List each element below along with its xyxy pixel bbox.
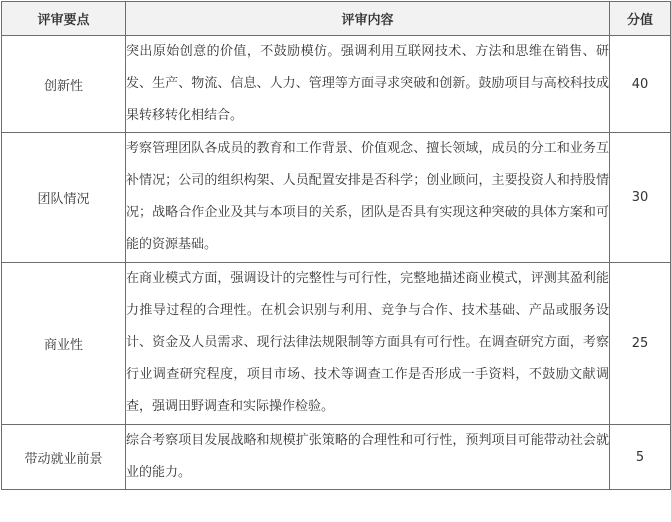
- table-header: [2, 2, 671, 36]
- score-cell: 5: [610, 425, 671, 490]
- header-evaluation-point: 评审要点: [2, 2, 126, 36]
- evaluation-content-cell: 考察管理团队各成员的教育和工作背景、价值观念、擅长领域，成员的分工和业务互补情况；公司的组织构架、人员配置安排是否科学；创业顾问，主要投资人和持股情况；战略合作企业及其与本项目的关系，团队是否具有实现这种突破的具体方案和可能的资源基础。: [126, 133, 610, 263]
- table-row: [2, 133, 671, 263]
- evaluation-point-cell: 团队情况: [2, 133, 126, 263]
- evaluation-content-cell: 突出原始创意的价值，不鼓励模仿。强调利用互联网技术、方法和思维在销售、研发、生产、物流、信息、人力、管理等方面寻求突破和创新。鼓励项目与高校科技成果转移转化相结合。: [126, 36, 610, 133]
- table-row: [2, 263, 671, 425]
- header-evaluation-content: 评审内容: [126, 2, 610, 36]
- table-row: [2, 36, 671, 133]
- evaluation-content-cell: 在商业模式方面，强调设计的完整性与可行性，完整地描述商业模式，评测其盈利能力推导过程的合理性。在机会识别与利用、竞争与合作、技术基础、产品或服务设计、资金及人员需求、现行法律法规限制等方面具有可行性。在调查研究方面，考察行业调查研究程度，项目市场、技术等调查工作是否形成一手资料，不鼓励文献调查，强调田野调查和实际操作检验。: [126, 263, 610, 425]
- score-cell: 30: [610, 133, 671, 263]
- score-cell: 40: [610, 36, 671, 133]
- header-score: 分值: [610, 2, 671, 36]
- header-row: [2, 2, 671, 36]
- table-body: [2, 36, 671, 490]
- evaluation-content-cell: 综合考察项目发展战略和规模扩张策略的合理性和可行性，预判项目可能带动社会就业的能力。: [126, 425, 610, 490]
- evaluation-point-cell: 带动就业前景: [2, 425, 126, 490]
- evaluation-point-cell: 创新性: [2, 36, 126, 133]
- table-row: [2, 425, 671, 490]
- score-cell: 25: [610, 263, 671, 425]
- evaluation-point-cell: 商业性: [2, 263, 126, 425]
- evaluation-criteria-table: [1, 1, 671, 490]
